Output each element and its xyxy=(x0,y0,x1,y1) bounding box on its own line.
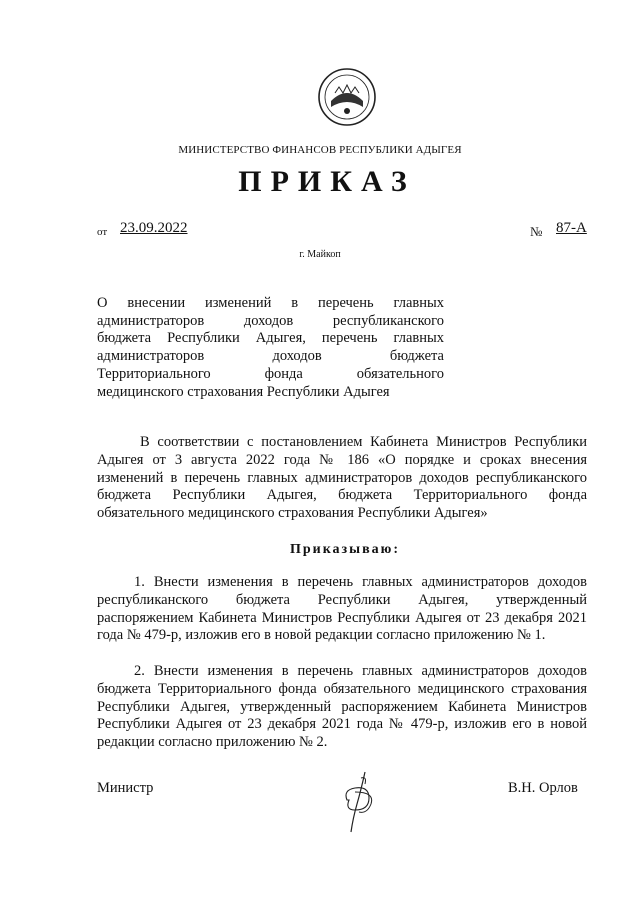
subject-line: Территориального фонда обязательного xyxy=(97,365,444,382)
subject-line: медицинского страхования Республики Адыгея xyxy=(97,383,390,400)
order-item-2: 2. Внести изменения в перечень главных администраторов доходов бюджета Территориального фонда обязательного медицинского страхования Республики Адыгея, утвержденный распоряжением Кабинета Министров Республики Адыгея от 23 декабря 2021 года № 479-р, изложив его в новой редакции согласно приложению № 2. xyxy=(97,663,587,751)
subject-line: бюджета Республики Адыгея, перечень главных xyxy=(97,330,444,347)
handwritten-signature xyxy=(335,770,385,836)
orders-heading: Приказываю: xyxy=(289,542,401,557)
city: г. Майкоп xyxy=(299,249,341,260)
number-label: № xyxy=(530,224,543,239)
coat-of-arms-emblem xyxy=(317,67,377,127)
document-subject xyxy=(97,295,444,401)
subject-line: О внесении изменений в перечень главных xyxy=(97,295,444,311)
document-title: ПРИКАЗ xyxy=(238,165,416,198)
subject-line: администраторов доходов республиканского xyxy=(97,312,444,329)
document-number: 87-А xyxy=(556,220,587,236)
signer-name: В.Н. Орлов xyxy=(508,780,578,796)
preamble-paragraph: В соответствии с постановлением Кабинета Министров Республики Адыгея от 3 августа 2022 года № 186 «О порядке и сроках внесения изменений в перечень главных администраторов доходов республиканского бюджета Республики Адыгея, бюджета Территориального фонда обязательного медицинского страхования Республики Адыгея» xyxy=(97,434,587,522)
date-label: от xyxy=(97,226,108,238)
subject-line: администраторов доходов бюджета xyxy=(97,348,444,365)
order-item-1: 1. Внести изменения в перечень главных администраторов доходов республиканского бюджета Республики Адыгея, утвержденный распоряжением Кабинета Министров Республики Адыгея от 23 декабря 2021 года № 479-р, изложив его в новой редакции согласно приложению № 1. xyxy=(97,574,587,644)
signer-position: Министр xyxy=(97,780,154,796)
ministry-name: МИНИСТЕРСТВО ФИНАНСОВ РЕСПУБЛИКИ АДЫГЕЯ xyxy=(178,144,462,156)
document-date: 23.09.2022 xyxy=(120,220,188,236)
